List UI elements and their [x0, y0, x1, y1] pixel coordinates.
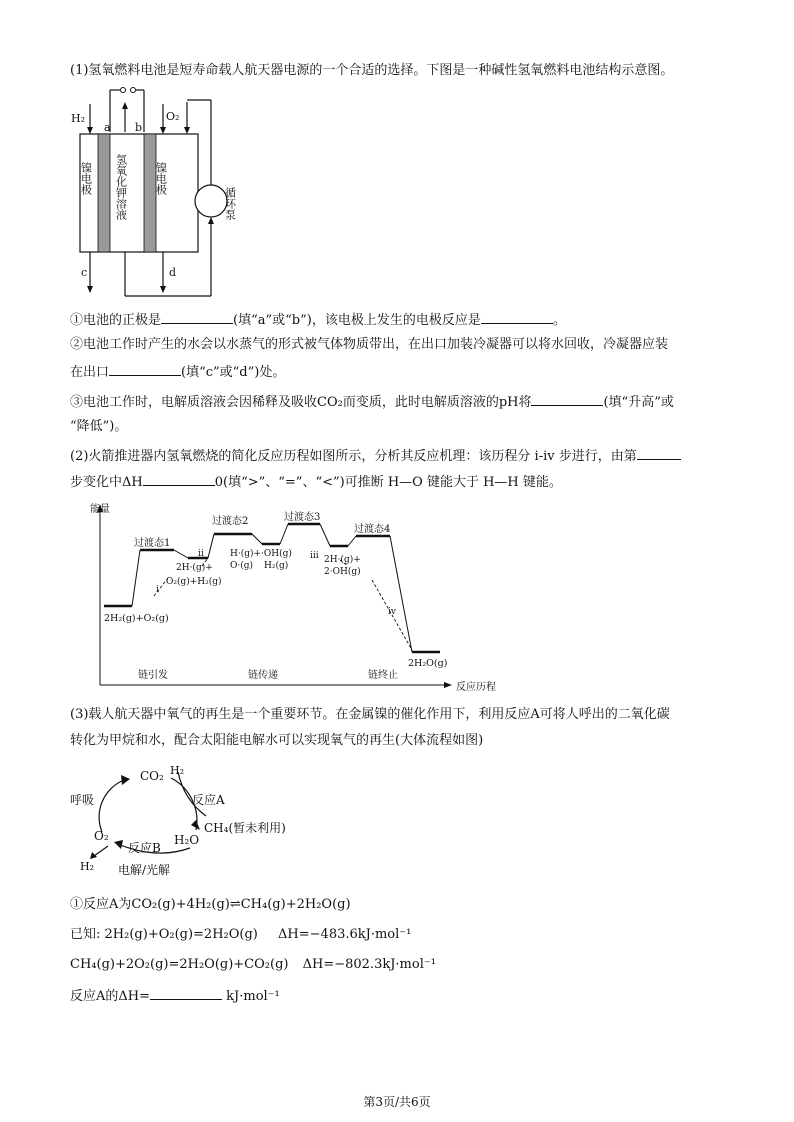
- o2-label: O₂: [166, 110, 180, 123]
- ts1-label: 过渡态1: [134, 538, 171, 549]
- state2a-label: H·(g)+·OH(g): [230, 549, 292, 559]
- stage2-label: 链传递: [248, 670, 278, 681]
- ts3-label: 过渡态3: [284, 512, 321, 523]
- step-iii-label: iii: [310, 551, 319, 561]
- pump-label: 循环泵: [223, 187, 237, 220]
- step-iv-label: iv: [388, 607, 396, 617]
- q1-s2-a: ②电池工作时产生的水会以水蒸气的形式被气体物质带出，在出口加装冷凝器可以将水回收，冷凝器应装: [70, 337, 669, 352]
- energy-profile-chart: [90, 500, 520, 700]
- page-footer: 第3页/共6页: [363, 1095, 431, 1109]
- q1-s2: [70, 362, 285, 382]
- step-i-label: i: [156, 585, 159, 595]
- answer-blank-3[interactable]: [109, 362, 181, 376]
- q1-s3-a: ③电池工作时，电解质溶液会因稀释及吸收CO₂而变质，此时电解质溶液的pH将: [70, 395, 532, 410]
- answer-blank-1[interactable]: [161, 310, 233, 324]
- electrolyte-label: 氢氧化钾溶液: [114, 154, 128, 220]
- state1b-label: O₂(g)+H₂(g): [166, 577, 222, 587]
- q1-intro: (1)氢氧燃料电池是短寿命载人航天器电源的一个合适的选择。下图是一种碱性氢氧燃料电池结构示意图。: [70, 63, 674, 78]
- left-electrode-label: 镍电极: [79, 162, 93, 195]
- state2b-label: O·(g): [230, 561, 254, 571]
- state3a-label: 2H·(g)+: [324, 555, 361, 565]
- ts4-label: 过渡态4: [354, 524, 391, 535]
- q3-ans-b: kJ·mol⁻¹: [226, 989, 280, 1004]
- q2-text-b: 步变化中ΔH: [70, 475, 143, 490]
- q2-text-a: (2)火箭推进器内氢氧燃烧的简化反应历程如图所示，分析其反应机理：该历程分 i-iv 步进行，由第: [70, 449, 637, 464]
- answer-blank-7[interactable]: [150, 986, 222, 1000]
- h2-top-label: H₂: [170, 764, 185, 777]
- q1-s2-b: 在出口: [70, 365, 110, 380]
- q3-r1: ①反应A为CO₂(g)+4H₂(g)⇌CH₄(g)+2H₂O(g): [70, 897, 351, 912]
- state1a-label: 2H·(g)+: [176, 563, 213, 573]
- reaction-b-label: 反应B: [128, 841, 161, 855]
- label-a: a: [104, 121, 111, 134]
- q1-s1: [70, 310, 566, 330]
- q1-s1-b: (填“a”或“b”)，该电极上发生的电极反应是: [233, 313, 481, 328]
- q3-text-b: 转化为甲烷和水，配合太阳能电解水可以实现氧气的再生(大体流程如图): [70, 733, 484, 748]
- reactant-label: 2H₂(g)+O₂(g): [104, 613, 169, 624]
- product-label: 2H₂O(g): [408, 658, 448, 669]
- oxygen-cycle-diagram: [66, 760, 326, 880]
- electrolysis-label: 电解/光解: [118, 863, 171, 877]
- answer-blank-6[interactable]: [143, 472, 215, 486]
- right-electrode-label: 镍电极: [154, 162, 168, 195]
- q2-text-b-line: [70, 472, 562, 492]
- label-b: b: [135, 121, 143, 134]
- h2o-label: H₂O: [174, 833, 200, 847]
- stage3-label: 链终止: [368, 670, 398, 681]
- q1-s2-c: (填“c”或“d”)处。: [181, 365, 286, 380]
- stage1-label: 链引发: [138, 670, 168, 681]
- answer-blank-5[interactable]: [637, 446, 681, 460]
- q1-s1-c: 。: [552, 313, 566, 328]
- q2-text-c: 0(填“>”、“=”、“<”)可推断 H—O 键能大于 H—H 键能。: [214, 475, 562, 490]
- dh1: ΔH=−483.6kJ·mol⁻¹: [278, 927, 412, 942]
- step-ii-label: ii: [198, 549, 204, 559]
- reaction-a-label: 反应A: [192, 793, 225, 807]
- known-label: 已知:: [70, 927, 101, 942]
- q1-s1-a: ①电池的正极是: [70, 313, 162, 328]
- q1-s3-c: “降低”)。: [70, 419, 128, 434]
- co2-label: CO₂: [140, 769, 164, 783]
- q3-eq1-line: [70, 926, 411, 944]
- answer-blank-4[interactable]: [531, 392, 603, 406]
- fuel-cell-diagram: [68, 84, 288, 299]
- dh2: ΔH=−802.3kJ·mol⁻¹: [302, 957, 436, 972]
- answer-blank-2[interactable]: [481, 310, 553, 324]
- eq2: CH₄(g)+2O₂(g)=2H₂O(g)+CO₂(g): [70, 957, 289, 972]
- state3b-label: 2·OH(g): [324, 567, 361, 577]
- q3-eq2-line: [70, 956, 436, 974]
- q3-ans-a: 反应A的ΔH=: [70, 989, 151, 1004]
- q1-s3: [70, 392, 674, 412]
- x-axis-label: 反应历程: [456, 682, 496, 693]
- state2c-label: H₂(g): [264, 561, 289, 571]
- h2-label: H₂: [71, 112, 86, 125]
- ch4-label: CH₄(暂未利用): [204, 821, 286, 835]
- ts2-label: 过渡态2: [212, 516, 249, 527]
- q2-text-a-line: [70, 446, 681, 466]
- o2-label: O₂: [94, 829, 109, 843]
- eq1: 2H₂(g)+O₂(g)=2H₂O(g): [104, 927, 258, 942]
- q1-s3-b: (填“升高”或: [603, 395, 674, 410]
- h2-bottom-label: H₂: [80, 860, 95, 873]
- q3-text-a: (3)载人航天器中氧气的再生是一个重要环节。在金属镍的催化作用下，利用反应A可将人呼出的二氧化碳: [70, 707, 670, 722]
- label-c: c: [81, 266, 88, 279]
- y-axis-label: 能量: [90, 504, 110, 515]
- label-d: d: [169, 266, 177, 279]
- q3-answer-line: [70, 986, 280, 1006]
- breathe-label: 呼吸: [70, 793, 95, 807]
